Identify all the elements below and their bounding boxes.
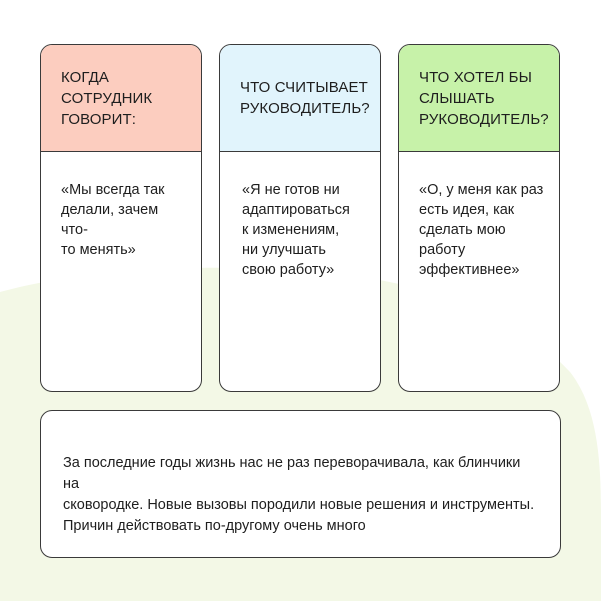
card-employee-says	[40, 44, 202, 392]
card-title: КОГДА СОТРУДНИК ГОВОРИТ:	[61, 68, 153, 128]
card-quote: «Мы всегда так делали, зачем что- то менять»	[61, 182, 165, 258]
card-quote: «Я не готов ни адаптироваться к изменениям, ни улучшать свою работу»	[242, 182, 350, 278]
summary-box: За последние годы жизнь нас не раз переворачивала, как блинчики на сковородке. Новые вызовы породили новые решения и инструменты. Причин действовать по-другому очень много	[40, 410, 561, 558]
card-title: ЧТО СЧИТЫВАЕТ РУКОВОДИТЕЛЬ?	[240, 79, 370, 117]
card-quote: «О, у меня как раз есть идея, как сделать мою работу эффективнее»	[419, 182, 544, 278]
card-header-employee-says	[41, 45, 201, 152]
card-header-manager-wants	[399, 45, 559, 152]
card-manager-wants	[398, 44, 560, 392]
card-title: ЧТО ХОТЕЛ БЫ СЛЫШАТЬ РУКОВОДИТЕЛЬ?	[419, 68, 549, 128]
card-header-manager-reads	[220, 45, 380, 152]
card-manager-reads	[219, 44, 381, 392]
